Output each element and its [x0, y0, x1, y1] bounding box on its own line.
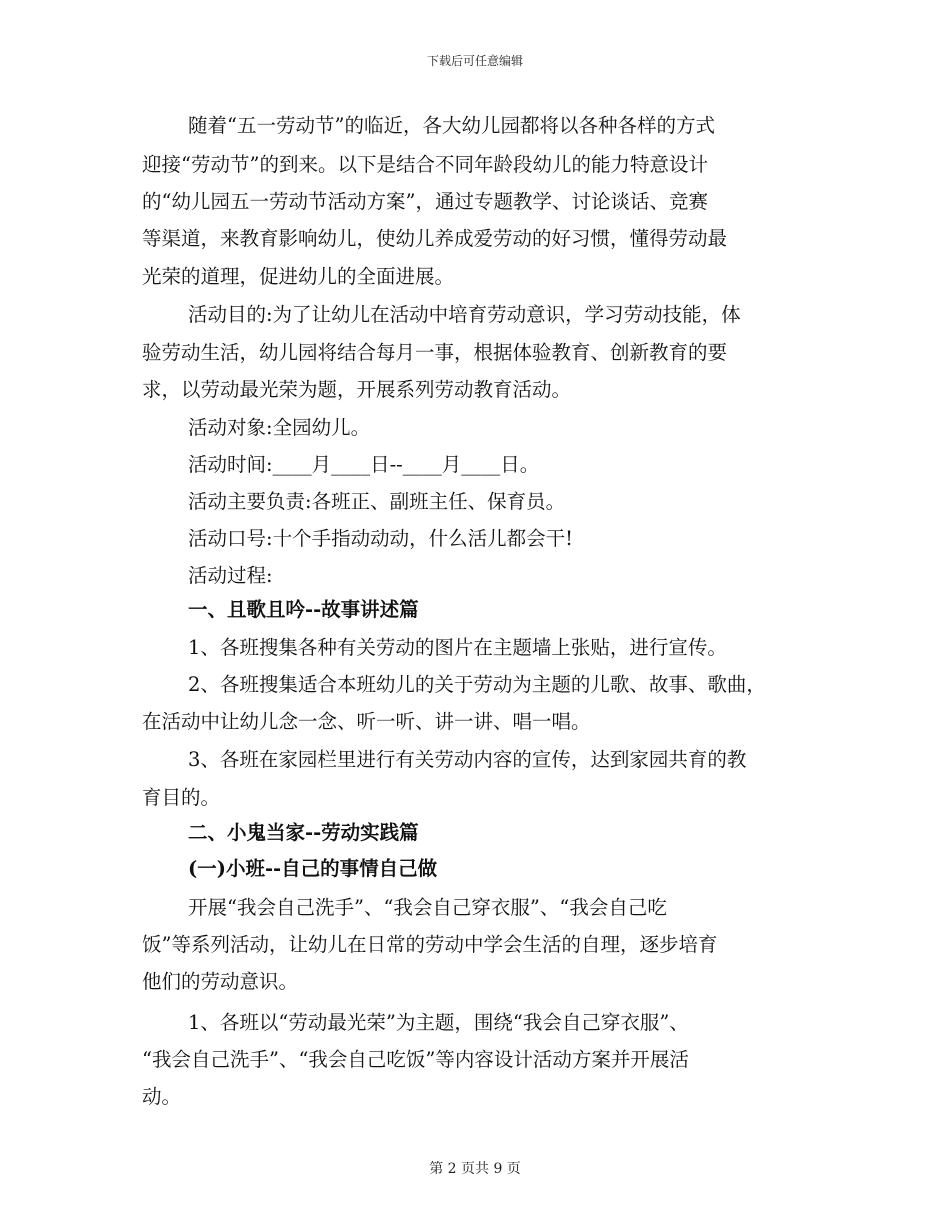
- text-line: 饭”等系列活动，让幼儿在日常的劳动中学会生活的自理，逐步培育: [142, 933, 718, 956]
- text-line: 他们的劳动意识。: [142, 970, 299, 993]
- text-line: 动。: [142, 1085, 182, 1108]
- text-line: 活动目的:为了让幼儿在活动中培育劳动意识，学习劳动技能，体: [188, 303, 741, 326]
- text-line: 2、各班搜集适合本班幼儿的关于劳动为主题的儿歌、故事、歌曲，: [188, 673, 766, 696]
- text-line: 等渠道，来教育影响幼儿，使幼儿养成爱劳动的好习惯，懂得劳动最: [142, 227, 728, 250]
- text-line: 3、各班在家园栏里进行有关劳动内容的宣传，达到家园共育的教: [188, 748, 747, 771]
- text-line: 验劳动生活，幼儿园将结合每月一事，根据体验教育、创新教育的要: [142, 341, 728, 364]
- text-line: 活动主要负责:各班正、副班主任、保育员。: [188, 490, 566, 513]
- text-line: 光荣的道理，促进幼儿的全面进展。: [142, 265, 455, 288]
- text-line: 求，以劳动最光荣为题，开展系列劳动教育活动。: [142, 378, 572, 401]
- text-line: 活动时间:____月____日--____月____日。: [188, 453, 540, 476]
- section-heading: 二、小鬼当家--劳动实践篇: [188, 821, 419, 844]
- text-line: “我会自己洗手”、“我会自己吃饭”等内容设计活动方案并开展活: [142, 1048, 689, 1071]
- text-line: 1、各班搜集各种有关劳动的图片在主题墙上张贴，进行宣传。: [188, 636, 727, 659]
- section-heading: 一、且歌且吟--故事讲述篇: [188, 598, 419, 621]
- text-line: 在活动中让幼儿念一念、听一听、讲一讲、唱一唱。: [142, 710, 591, 733]
- subsection-heading: (一)小班--自己的事情自己做: [188, 857, 438, 880]
- page-footer: 第 2 页共 9 页: [429, 1161, 521, 1177]
- text-line: 育目的。: [142, 786, 221, 809]
- text-line: 活动口号:十个手指动动动，什么活儿都会干!: [188, 527, 573, 550]
- text-line: 活动对象:全园幼儿。: [188, 416, 371, 439]
- text-line: 随着“五一劳动节”的临近，各大幼儿园都将以各种各样的方式: [188, 114, 715, 137]
- page-header: 下载后可任意编辑: [426, 54, 523, 68]
- text-line: 1、各班以“劳动最光荣”为主题，围绕“我会自己穿衣服”、: [188, 1011, 689, 1034]
- text-line: 活动过程:: [188, 564, 273, 587]
- text-line: 迎接“劳动节”的到来。以下是结合不同年龄段幼儿的能力特意设计: [142, 153, 708, 176]
- text-line: 的“幼儿园五一劳动节活动方案”，通过专题教学、讨论谈话、竞赛: [142, 190, 708, 213]
- text-line: 开展“我会自己洗手”、“我会自己穿衣服”、“我会自己吃: [188, 896, 667, 919]
